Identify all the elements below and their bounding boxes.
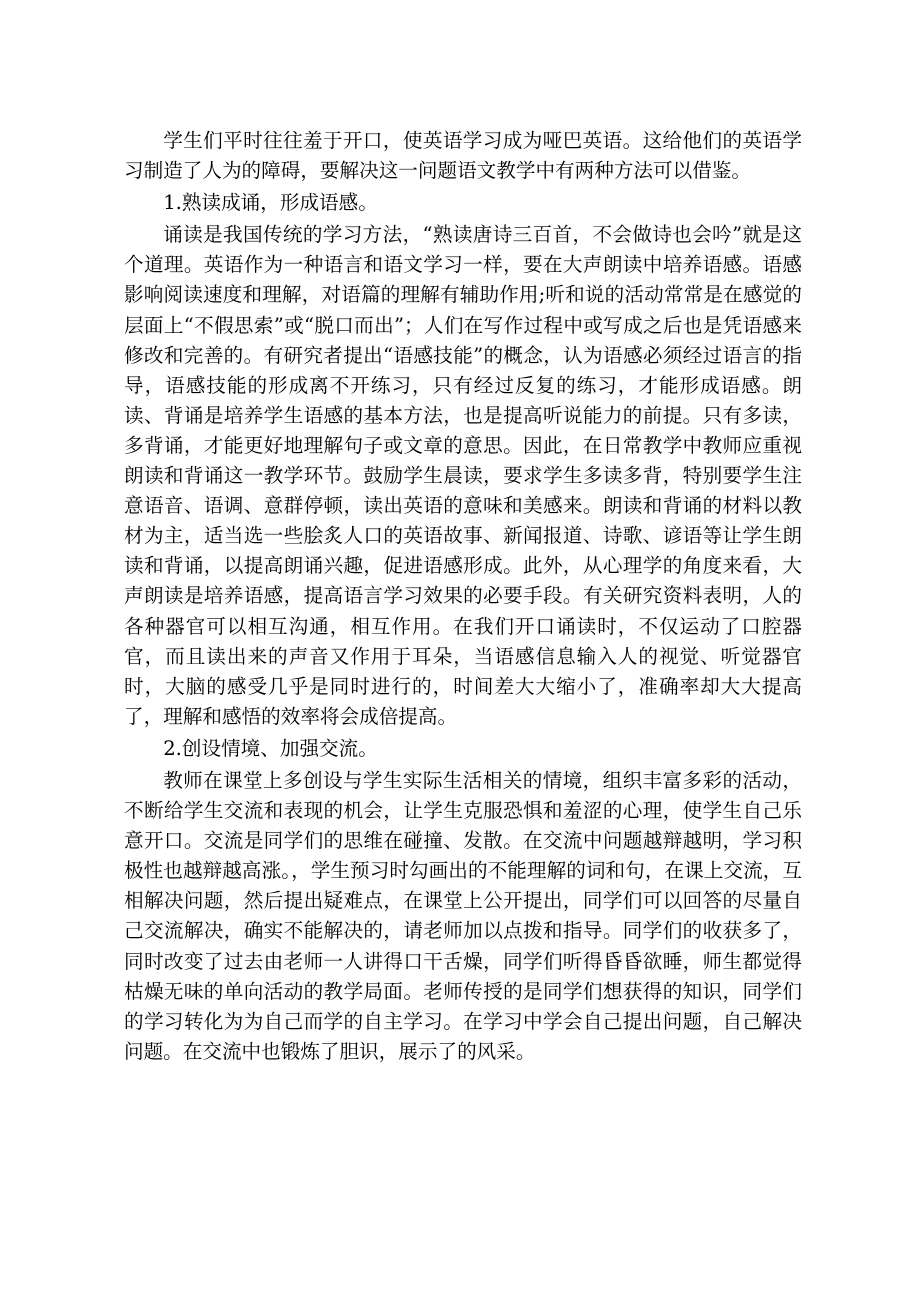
- section-1-paragraph: 诵读是我国传统的学习方法，“熟读唐诗三百首，不会做诗也会吟”就是这个道理。英语作为一种语言和语文学习一样，要在大声朗读中培养语感。语感影响阅读速度和理解，对语篇的理解有辅助作用;听和说的活动常常是在感觉的层面上“不假思索”或“脱口而出”；人们在写作过程中或写成之后也是凭语感来修改和完善的。有研究者提出“语感技能”的概念，认为语感必须经过语言的指导，语感技能的形成离不开练习，只有经过反复的练习，才能形成语感。朗读、背诵是培养学生语感的基本方法，也是提高听说能力的前提。只有多读，多背诵，才能更好地理解句子或文章的意思。因此，在日常教学中教师应重视朗读和背诵这一教学环节。鼓励学生晨读，要求学生多读多背，特别要学生注意语音、语调、意群停顿，读出英语的意味和美感来。朗读和背诵的材料以教材为主，适当选一些脍炙人口的英语故事、新闻报道、诗歌、谚语等让学生朗读和背诵，以提高朗诵兴趣，促进语感形成。此外，从心理学的角度来看，大声朗读是培养语感，提高语言学习效果的必要手段。有关研究资料表明，人的各种器官可以相互沟通，相互作用。在我们开口诵读时，不仅运动了口腔器官，而且读出来的声音又作用于耳朵，当语感信息输入人的视觉、听觉器官时，大脑的感受几乎是同时进行的，时间差大大缩小了，准确率却大大提高了，理解和感悟的效率将会成倍提高。: [124, 223, 802, 728]
- section-heading-2: 2.创设情境、加强交流。: [163, 736, 378, 760]
- intro-paragraph: 学生们平时往往羞于开口，使英语学习成为哑巴英语。这给他们的英语学习制造了人为的障碍，要解决这一问题语文教学中有两种方法可以借鉴。: [124, 129, 802, 183]
- section-2-paragraph: 教师在课堂上多创设与学生实际生活相关的情境，组织丰富多彩的活动，不断给学生交流和表现的机会，让学生克服恐惧和羞涩的心理，使学生自己乐意开口。交流是同学们的思维在碰撞、发散。在交流中问题越辩越明，学习积极性也越辩越高涨。，学生预习时勾画出的不能理解的词和句，在课上交流，互相解决问题，然后提出疑难点，在课堂上公开提出，同学们可以回答的尽量自己交流解决，确实不能解决的，请老师加以点拨和指导。同学们的收获多了，同时改变了过去由老师一人讲得口干舌燥，同学们听得昏昏欲睡，师生都觉得枯燥无味的单向活动的教学局面。老师传授的是同学们想获得的知识，同学们的学习转化为为自己而学的自主学习。在学习中学会自己提出问题，自己解决问题。在交流中也锻炼了胆识，展示了的风采。: [124, 768, 802, 1063]
- section-heading-1: 1.熟读成诵，形成语感。: [163, 191, 378, 215]
- document-page: [124, 126, 802, 1067]
